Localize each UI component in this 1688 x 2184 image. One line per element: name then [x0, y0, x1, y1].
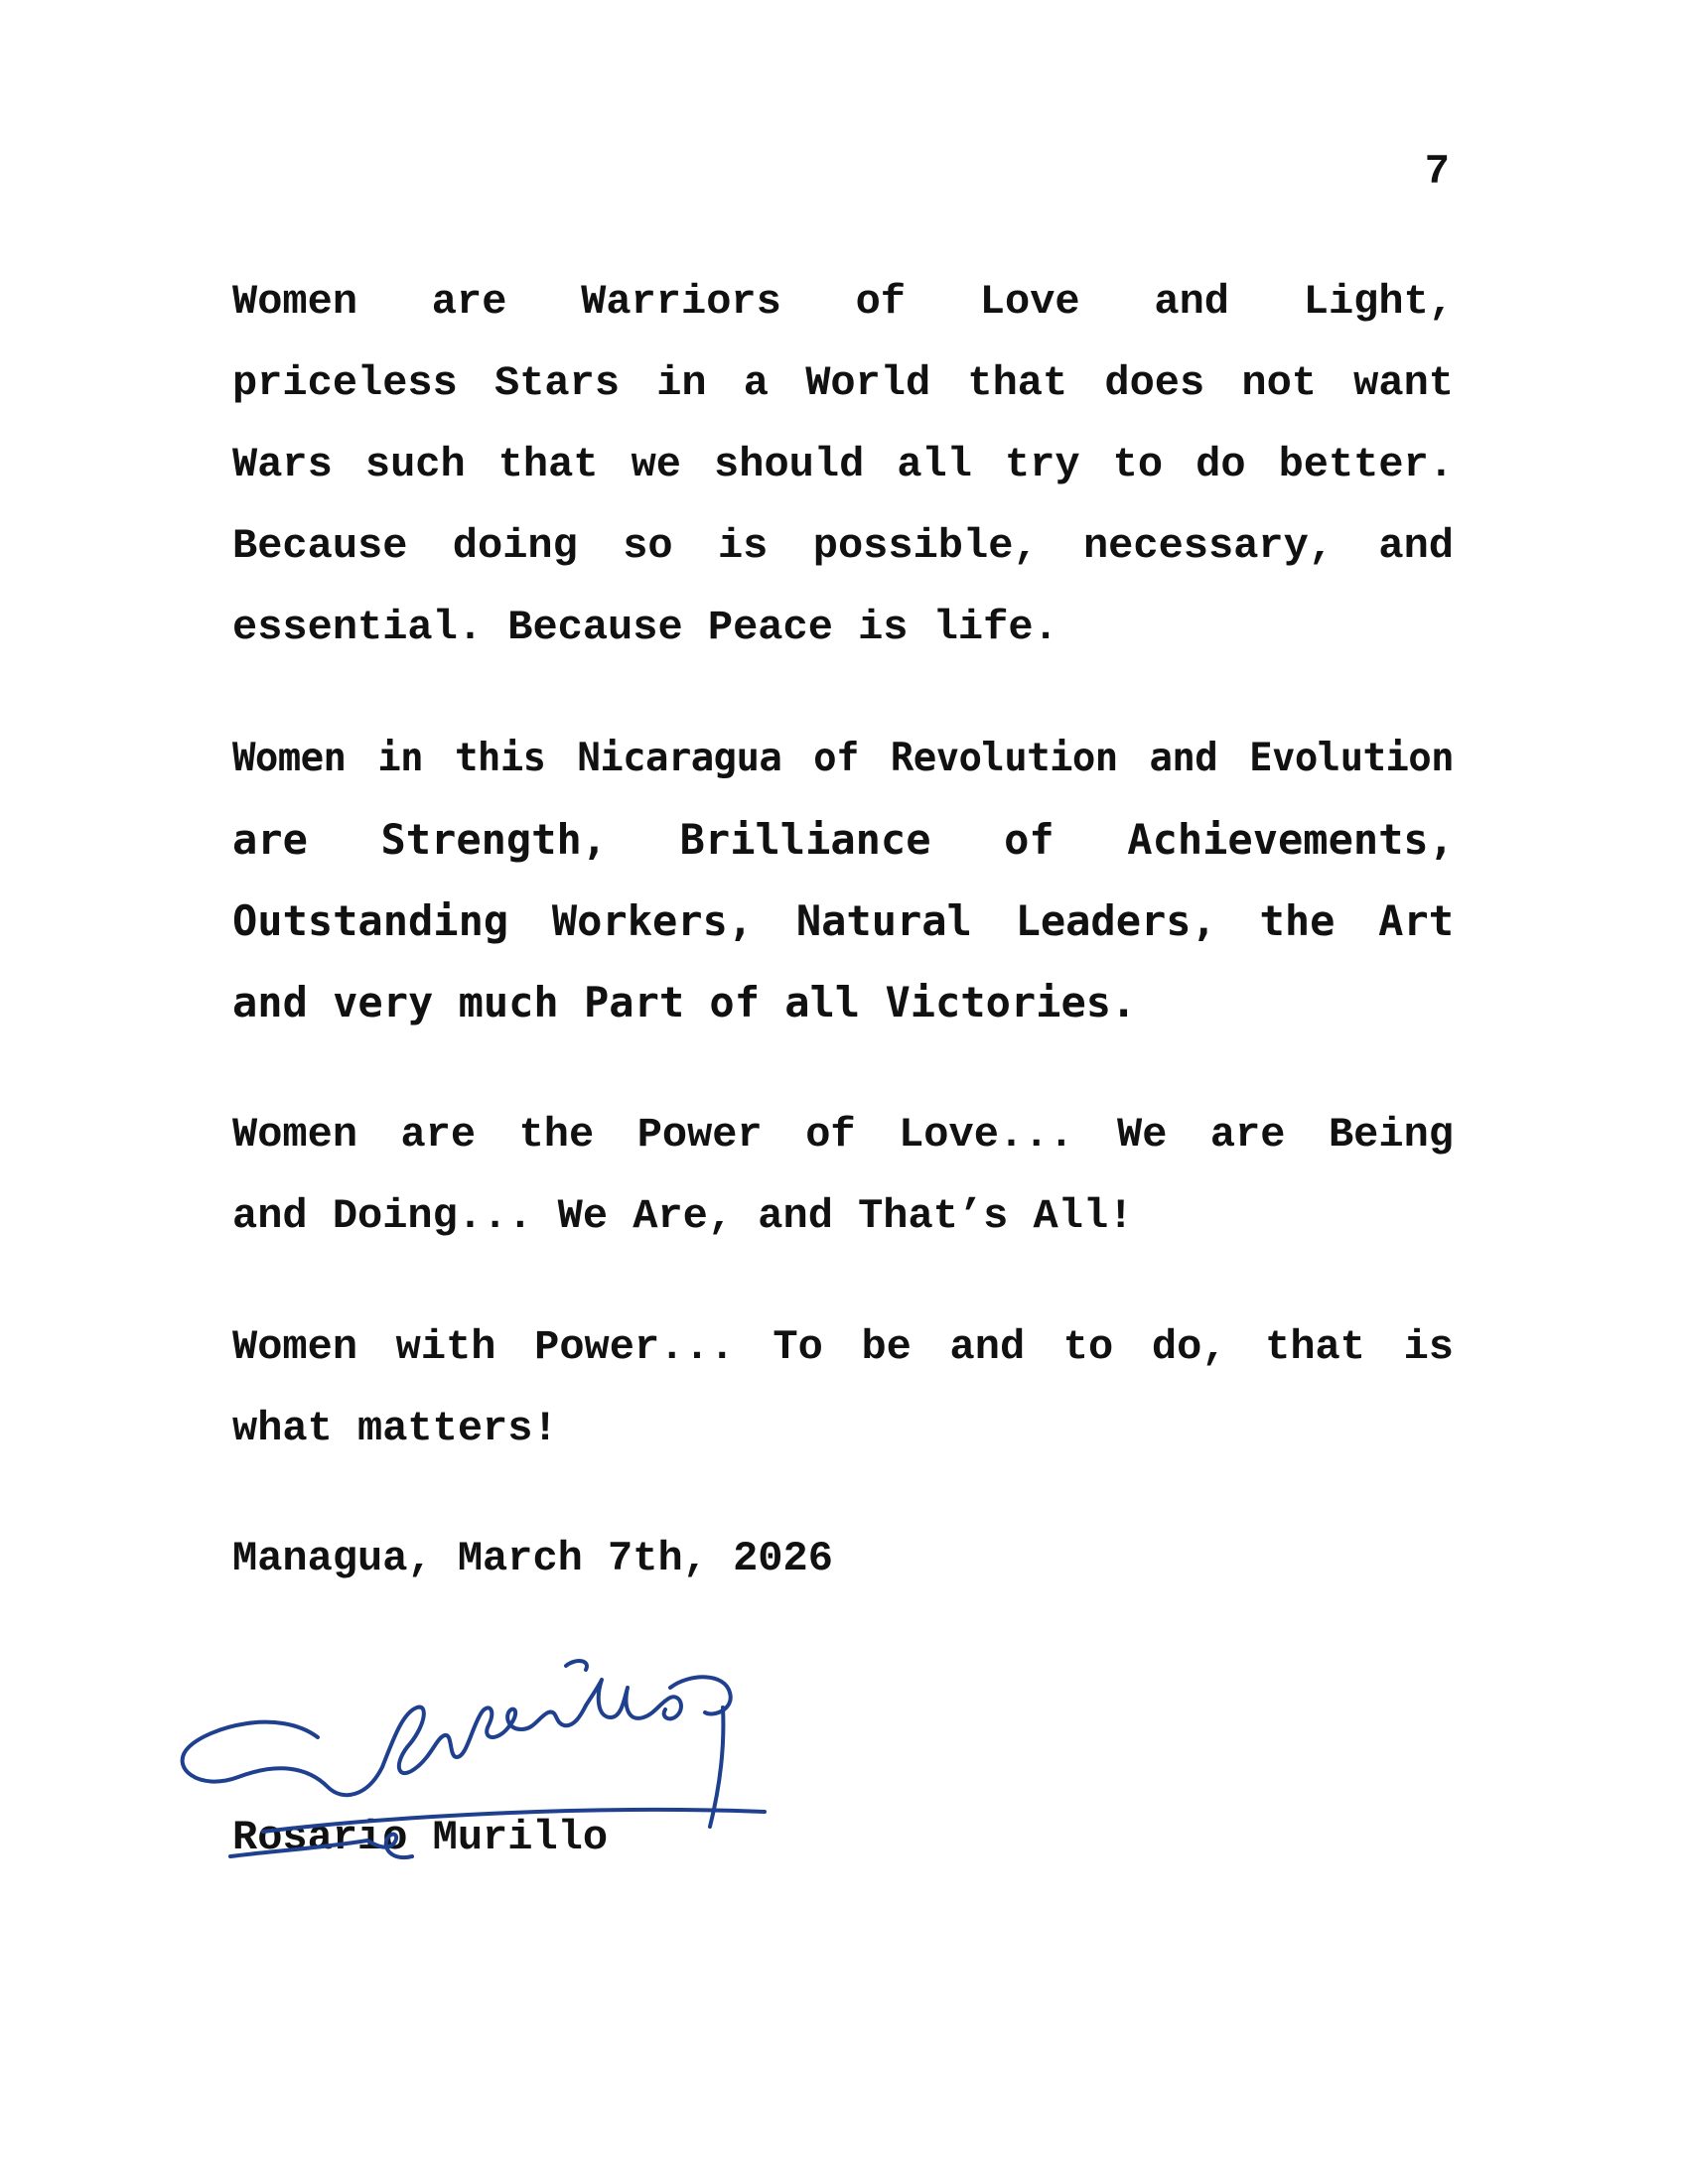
- paragraph-line: are Strength, Brilliance of Achievements,: [232, 815, 1454, 864]
- place-and-date: Managua, March 7th, 2026: [232, 1535, 833, 1582]
- paragraph-line: what matters!: [232, 1405, 558, 1452]
- paragraph-nicaragua: [232, 718, 1454, 1043]
- signature-strokes: [183, 1661, 765, 1857]
- paragraph-line: and Doing... We Are, and That’s All!: [232, 1192, 1134, 1240]
- paragraph-line: priceless Stars in a World that does not want: [232, 359, 1454, 407]
- paragraph-line: Women are Warriors of Love and Light,: [232, 278, 1454, 326]
- handwritten-signature: [169, 1618, 804, 1866]
- paragraph-line: Because doing so is possible, necessary, and: [232, 522, 1454, 570]
- paragraph-line: Women in this Nicaragua of Revolution and Evolution: [232, 736, 1454, 780]
- paragraph-line: Women are the Power of Love... We are Being: [232, 1111, 1454, 1159]
- paragraph-line: essential. Because Peace is life.: [232, 604, 1058, 651]
- paragraph-power-of-love: [232, 1094, 1454, 1257]
- paragraph-line: Women with Power... To be and to do, that is: [232, 1323, 1454, 1371]
- paragraph-line: Outstanding Workers, Natural Leaders, the Art: [232, 896, 1454, 945]
- paragraph-women-with-power: [232, 1306, 1454, 1469]
- paragraph-line: and very much Part of all Victories.: [232, 978, 1137, 1026]
- paragraph-warriors: [232, 261, 1454, 668]
- page-number: 7: [1424, 148, 1450, 196]
- paragraph-line: Wars such that we should all try to do better.: [232, 441, 1454, 488]
- signer-name: Rosario Murillo: [232, 1814, 609, 1861]
